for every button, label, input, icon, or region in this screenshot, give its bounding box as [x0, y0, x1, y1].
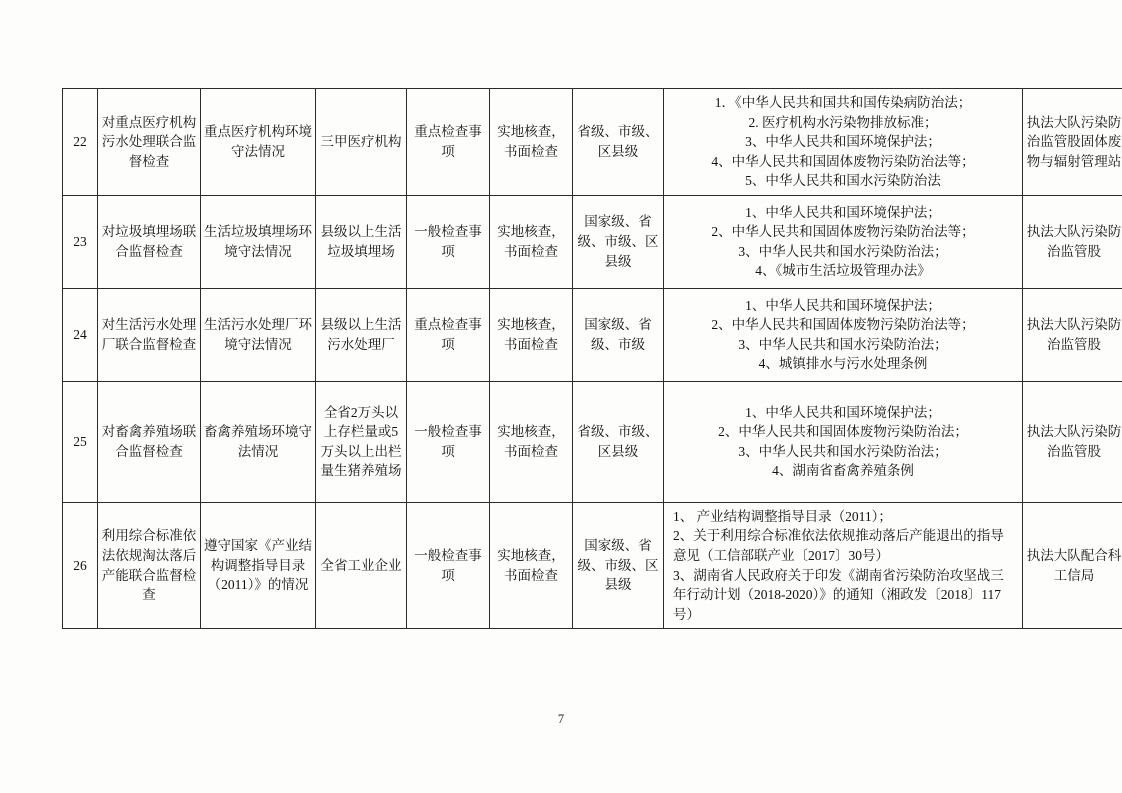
row-department: 执法大队污染防治监管股	[1023, 195, 1122, 288]
row-level: 省级、市级、区县级	[573, 89, 664, 196]
row-method: 实地核查，书面检查	[490, 502, 573, 628]
inspection-table	[62, 88, 1122, 629]
row-content: 生活垃圾填埋场环境守法情况	[201, 195, 316, 288]
legal-basis-line: 4、中华人民共和国固体废物污染防治法等；	[711, 153, 975, 169]
legal-basis-line: 1、中华人民共和国环境保护法；	[745, 404, 941, 420]
table-row	[63, 502, 1122, 628]
legal-basis-list	[667, 403, 1019, 481]
legal-basis-list	[667, 93, 1019, 191]
row-type: 重点检查事项	[407, 288, 490, 381]
legal-basis-line: 3、中华人民共和国水污染防治法；	[738, 443, 948, 459]
legal-basis-line: 2、中华人民共和国固体废物污染防治法；	[718, 424, 968, 440]
row-item: 对生活污水处理厂联合监督检查	[98, 288, 201, 381]
legal-basis-line: 3、中华人民共和国水污染防治法；	[738, 336, 948, 352]
row-object: 全省工业企业	[316, 502, 407, 628]
legal-basis-line: 2、关于利用综合标准依法依规推动落后产能退出的指导意见（工信部联产业〔2017〕30号）	[673, 528, 1004, 563]
row-object: 全省2万头以上存栏量或5万头以上出栏量生猪养殖场	[316, 381, 407, 502]
table-row	[63, 195, 1122, 288]
table-row	[63, 381, 1122, 502]
row-department: 执法大队污染防治监管股	[1023, 381, 1122, 502]
legal-basis-line: 1．《中华人民共和国共和国传染病防治法；	[714, 95, 972, 110]
row-index: 24	[63, 288, 98, 381]
row-object: 县级以上生活污水处理厂	[316, 288, 407, 381]
row-type: 一般检查事项	[407, 502, 490, 628]
row-index: 22	[63, 89, 98, 196]
row-basis	[664, 381, 1023, 502]
row-level: 国家级、省级、市级、区县级	[573, 195, 664, 288]
legal-basis-line: 2、中华人民共和国固体废物污染防治法等；	[711, 224, 975, 240]
row-level: 省级、市级、区县级	[573, 381, 664, 502]
row-department: 执法大队污染防治监管股固体废物与辐射管理站	[1023, 89, 1122, 196]
row-object: 县级以上生活垃圾填埋场	[316, 195, 407, 288]
table-row	[63, 288, 1122, 381]
legal-basis-line: 5、中华人民共和国水污染防治法	[745, 173, 941, 189]
row-level: 国家级、省级、市级、区县级	[573, 502, 664, 628]
row-type: 重点检查事项	[407, 89, 490, 196]
legal-basis-line: 4、湖南省畜禽养殖条例	[772, 463, 914, 479]
legal-basis-line: 3、中华人民共和国环境保护法；	[745, 134, 941, 150]
row-content: 重点医疗机构环境守法情况	[201, 89, 316, 196]
legal-basis-line: 1、中华人民共和国环境保护法；	[745, 297, 941, 313]
legal-basis-line: 1、中华人民共和国环境保护法；	[745, 204, 941, 220]
row-method: 实地核查，书面检查	[490, 89, 573, 196]
legal-basis-line: 3、中华人民共和国水污染防治法；	[738, 243, 948, 259]
row-item: 对重点医疗机构污水处理联合监督检查	[98, 89, 201, 196]
row-department: 执法大队污染防治监管股	[1023, 288, 1122, 381]
row-type: 一般检查事项	[407, 381, 490, 502]
row-content: 生活污水处理厂环境守法情况	[201, 288, 316, 381]
row-basis	[664, 195, 1023, 288]
row-item: 对畜禽养殖场联合监督检查	[98, 381, 201, 502]
row-index: 26	[63, 502, 98, 628]
row-item: 对垃圾填埋场联合监督检查	[98, 195, 201, 288]
row-basis	[664, 89, 1023, 196]
row-method: 实地核查，书面检查	[490, 381, 573, 502]
row-item: 利用综合标准依法依规淘汰落后产能联合监督检查	[98, 502, 201, 628]
legal-basis-list	[667, 507, 1019, 624]
row-type: 一般检查事项	[407, 195, 490, 288]
legal-basis-line: 1、 产业结构调整指导目录（2011）；	[673, 508, 892, 524]
row-index: 25	[63, 381, 98, 502]
legal-basis-line: 4、城镇排水与污水处理条例	[758, 356, 928, 372]
legal-basis-line: 2、中华人民共和国固体废物污染防治法等；	[711, 317, 975, 333]
legal-basis-line: 2. 医疗机构水污染物排放标准；	[748, 114, 938, 130]
row-department: 执法大队配合科工信局	[1023, 502, 1122, 628]
table-container	[62, 88, 1122, 629]
row-content: 遵守国家《产业结构调整指导目录（2011）》的情况	[201, 502, 316, 628]
table-body	[63, 89, 1122, 629]
row-content: 畜禽养殖场环境守法情况	[201, 381, 316, 502]
row-index: 23	[63, 195, 98, 288]
legal-basis-line: 4、《城市生活垃圾管理办法》	[755, 263, 931, 279]
table-row	[63, 89, 1122, 196]
row-level: 国家级、省级、市级	[573, 288, 664, 381]
legal-basis-line: 3、湖南省人民政府关于印发《湖南省污染防治攻坚战三年行动计划（2018-2020）》的通知（湘政发〔2018〕117号）	[673, 567, 1004, 622]
page-number: 7	[557, 712, 565, 726]
row-method: 实地核查，书面检查	[490, 195, 573, 288]
legal-basis-list	[667, 203, 1019, 281]
row-basis	[664, 288, 1023, 381]
row-method: 实地核查，书面检查	[490, 288, 573, 381]
legal-basis-list	[667, 296, 1019, 374]
row-object: 三甲医疗机构	[316, 89, 407, 196]
row-basis	[664, 502, 1023, 628]
